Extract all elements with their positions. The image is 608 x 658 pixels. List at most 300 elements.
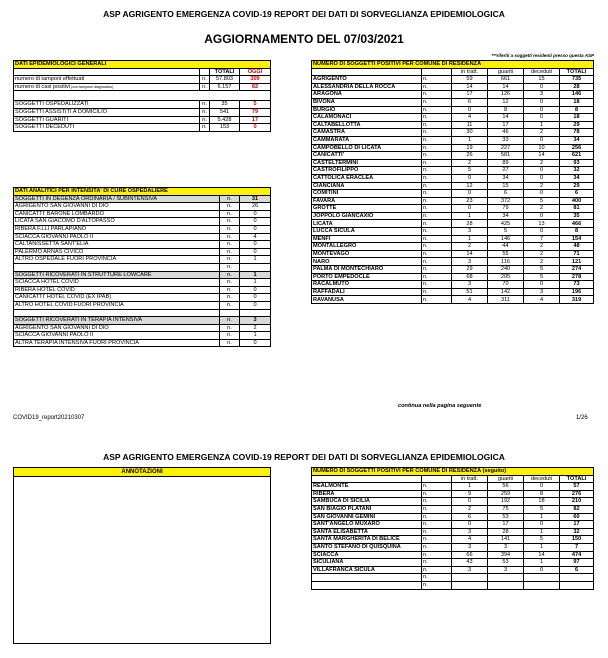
total-cell: 81 [560, 205, 594, 213]
total-cell: 256 [560, 144, 594, 152]
municipality-row [312, 243, 594, 251]
n-cell: n. [200, 124, 210, 132]
general-header-row [14, 68, 271, 76]
total-cell: 466 [560, 220, 594, 228]
today-cell: 309 [240, 76, 271, 84]
municipality-header-row [312, 68, 594, 76]
n-cell: n. [220, 271, 240, 279]
deceased-cell: 0 [524, 83, 560, 91]
municipality-name: COMITINI [312, 190, 422, 198]
municipality-row [312, 581, 594, 589]
today-cell: 17 [240, 116, 271, 124]
total-cell: 57 [560, 483, 594, 491]
value-cell: 0 [240, 339, 271, 347]
value-cell: 31 [240, 195, 271, 203]
n-cell: n. [422, 76, 452, 84]
municipality-name: CALTABELLOTTA [312, 121, 422, 129]
recovered-cell: 53 [488, 559, 524, 567]
municipality-name: SANT'ANGELO MUXARO [312, 521, 422, 529]
n-cell: n. [422, 243, 452, 251]
municipality-row [312, 513, 594, 521]
municipality-name: CATTOLICA ERACLEA [312, 174, 422, 182]
recovered-cell: 17 [488, 121, 524, 129]
in-treatment-cell: 68 [452, 273, 488, 281]
general-row [14, 83, 271, 91]
deceased-cell: 0 [524, 483, 560, 491]
municipality-row [312, 521, 594, 529]
municipality-row [312, 235, 594, 243]
report-header-title: ASP AGRIGENTO EMERGENZA COVID-19 REPORT DEI DATI DI SORVEGLIANZA EPIDEMIOLOGICA [103, 9, 505, 19]
recovered-cell [488, 581, 524, 589]
total-cell: 60 [560, 513, 594, 521]
total-cell: 48 [560, 243, 594, 251]
n-cell: n. [422, 106, 452, 114]
municipality-row [312, 281, 594, 289]
recovered-cell: 240 [488, 266, 524, 274]
municipality-row [312, 167, 594, 175]
in-treatment-cell: 2 [452, 159, 488, 167]
total-cell: 29 [560, 121, 594, 129]
value-cell: 1 [240, 256, 271, 264]
deceased-cell: 0 [524, 98, 560, 106]
municipality-title: NUMERO DI SOGGETTI POSITIVI PER COMUNE DI RESIDENZA [312, 61, 594, 69]
col-totali: TOTALI [210, 68, 240, 76]
municipality-name: RIBERA [312, 490, 422, 498]
hospital-label: AGRIGENTO SAN GIOVANNI DI DIO [14, 203, 220, 211]
recovered-cell: 5 [488, 228, 524, 236]
value-cell: 0 [240, 248, 271, 256]
n-cell: n. [220, 301, 240, 309]
in-treatment-cell: 43 [452, 559, 488, 567]
general-label: SOGGETTI DECEDUTI [14, 124, 200, 132]
in-treatment-cell: 3 [452, 258, 488, 266]
n-cell: n. [422, 136, 452, 144]
deceased-cell [524, 574, 560, 582]
municipality-row [312, 144, 594, 152]
deceased-cell: 14 [524, 551, 560, 559]
in-treatment-cell: 30 [452, 129, 488, 137]
municipality-row [312, 566, 594, 574]
n-cell: n. [220, 332, 240, 340]
general-label-note: (con tampone diagnostico) [70, 84, 114, 89]
total-cell: 150 [560, 536, 594, 544]
total-cell: 621 [560, 152, 594, 160]
total-cell: 71 [560, 250, 594, 258]
municipality-row [312, 182, 594, 190]
in-treatment-cell: 3 [452, 281, 488, 289]
recovered-cell: 28 [488, 528, 524, 536]
recovered-cell: 126 [488, 91, 524, 99]
municipality-table-continued [311, 467, 594, 590]
municipality-name: CIANCIANA [312, 182, 422, 190]
n-cell: n. [422, 513, 452, 521]
hospital-row [14, 309, 271, 317]
in-treatment-cell: 0 [452, 521, 488, 529]
general-label: numero di tamponi effettuati [14, 76, 200, 84]
municipality-name: SANTO STEFANO DI QUISQUINA [312, 543, 422, 551]
recovered-cell: 205 [488, 273, 524, 281]
hospital-label: PALERMO ARNAS CIVICO [14, 248, 220, 256]
hospital-label [14, 263, 220, 271]
value-cell: 0 [240, 286, 271, 294]
recovered-cell: 34 [488, 212, 524, 220]
total-cell: 6 [560, 190, 594, 198]
col-header: in tratt. [452, 68, 488, 76]
value-cell: 4 [240, 233, 271, 241]
n-cell: n. [422, 159, 452, 167]
municipality-name: ARAGONA [312, 91, 422, 99]
n-cell: n. [422, 258, 452, 266]
municipality-name: RACALMUTO [312, 281, 422, 289]
municipality-name: LUCCA SICULA [312, 228, 422, 236]
municipality-name: VILLAFRANCA SICULA [312, 566, 422, 574]
municipality-row [312, 83, 594, 91]
in-treatment-cell: 51 [452, 288, 488, 296]
n-cell: n. [220, 317, 240, 325]
n-cell: n. [422, 498, 452, 506]
n-cell: n. [422, 190, 452, 198]
value-cell: 1 [240, 332, 271, 340]
hospital-label: AGRIGENTO SAN GIOVANNI DI DIO [14, 324, 220, 332]
municipality-row [312, 205, 594, 213]
deceased-cell: 1 [524, 543, 560, 551]
general-title: DATI EPIDEMIOLOGICI GENERALI [14, 61, 271, 69]
col-header: deceduti [524, 475, 560, 483]
deceased-cell: 0 [524, 281, 560, 289]
today-cell: 82 [240, 83, 271, 91]
total-cell: 6.157 [210, 83, 240, 91]
total-cell: 32 [560, 167, 594, 175]
municipality-row [312, 483, 594, 491]
municipality-name: SAMBUCA DI SICILIA [312, 498, 422, 506]
hospital-label: RIBERA HOTEL COVID [14, 286, 220, 294]
recovered-cell: 394 [488, 551, 524, 559]
municipality-row [312, 551, 594, 559]
recovered-cell: 8 [488, 106, 524, 114]
deceased-cell: 0 [524, 106, 560, 114]
n-cell: n. [422, 483, 452, 491]
deceased-cell: 0 [524, 228, 560, 236]
hospital-row [14, 248, 271, 256]
n-cell: n. [422, 250, 452, 258]
municipality-row [312, 212, 594, 220]
n-cell: n. [422, 581, 452, 589]
hospital-label: CALTANISSETTA SANT'ELIA [14, 241, 220, 249]
deceased-cell: 5 [524, 536, 560, 544]
total-cell: 278 [560, 273, 594, 281]
in-treatment-cell: 1 [452, 235, 488, 243]
total-cell: 153 [210, 124, 240, 132]
deceased-cell: 2 [524, 250, 560, 258]
municipality-row [312, 91, 594, 99]
recovered-cell: 3 [488, 566, 524, 574]
general-label: SOGGETTI OSPEDALIZZATI [14, 101, 200, 109]
municipality-row [312, 76, 594, 84]
total-cell: 32 [560, 528, 594, 536]
municipality-name: AGRIGENTO [312, 76, 422, 84]
municipality-title-row [312, 61, 594, 69]
deceased-cell: 8 [524, 490, 560, 498]
municipality-row [312, 273, 594, 281]
municipality-row [312, 121, 594, 129]
deceased-cell: 1 [524, 528, 560, 536]
n-cell: n. [220, 210, 240, 218]
recovered-cell: 12 [488, 98, 524, 106]
recovered-cell: 192 [488, 498, 524, 506]
in-treatment-cell: 4 [452, 536, 488, 544]
municipality-header-row [312, 475, 594, 483]
in-treatment-cell: 23 [452, 197, 488, 205]
in-treatment-cell [452, 581, 488, 589]
n-cell: n. [200, 76, 210, 84]
municipality-row [312, 574, 594, 582]
in-treatment-cell: 4 [452, 296, 488, 304]
hospital-row [14, 263, 271, 271]
municipality-name: MENFI [312, 235, 422, 243]
recovered-cell: 6 [488, 190, 524, 198]
n-cell: n. [220, 279, 240, 287]
hospital-row [14, 324, 271, 332]
recovered-cell: 425 [488, 220, 524, 228]
total-cell: 210 [560, 498, 594, 506]
total-cell: 154 [560, 235, 594, 243]
deceased-cell: 14 [524, 152, 560, 160]
n-cell: n. [220, 218, 240, 226]
in-treatment-cell: 1 [452, 483, 488, 491]
hospital-label: ALTRA TERAPIA INTENSIVA FUORI PROVINCIA [14, 339, 220, 347]
blank-cell [312, 475, 422, 483]
hospital-row [14, 286, 271, 294]
hospital-label: ALTRO HOTEL COVID FUORI PROVINCIA [14, 301, 220, 309]
in-treatment-cell: 6 [452, 98, 488, 106]
total-cell: 18 [560, 114, 594, 122]
recovered-cell: 116 [488, 258, 524, 266]
municipality-name: JOPPOLO GIANCAXIO [312, 212, 422, 220]
col-header: TOTALI [560, 68, 594, 76]
municipality-name: SCIACCA [312, 551, 422, 559]
in-treatment-cell: 2 [452, 243, 488, 251]
n-cell: n. [422, 235, 452, 243]
in-treatment-cell: 29 [452, 266, 488, 274]
recovered-cell: 259 [488, 490, 524, 498]
municipality-row [312, 266, 594, 274]
hospital-label: SOGGETTI RICOVERATI IN STRUTTURE LOWCARE [14, 271, 220, 279]
in-treatment-cell: 2 [452, 505, 488, 513]
in-treatment-cell: 17 [452, 91, 488, 99]
municipality-name: BURGIO [312, 106, 422, 114]
municipality-name: PORTO EMPEDOCLE [312, 273, 422, 281]
municipality-name: BIVONA [312, 98, 422, 106]
total-cell: 7 [560, 543, 594, 551]
municipality-name: RAVANUSA [312, 296, 422, 304]
recovered-cell: 661 [488, 76, 524, 84]
deceased-cell: 2 [524, 182, 560, 190]
municipality-row [312, 197, 594, 205]
spacer-row [14, 91, 271, 101]
total-cell: 17 [560, 521, 594, 529]
deceased-cell: 2 [524, 243, 560, 251]
n-cell: n. [220, 195, 240, 203]
municipality-name: LICATA [312, 220, 422, 228]
municipality-row [312, 490, 594, 498]
total-cell: 6 [560, 566, 594, 574]
in-treatment-cell [452, 574, 488, 582]
total-cell [560, 581, 594, 589]
total-cell: 34 [560, 136, 594, 144]
col-header: TOTALI [560, 475, 594, 483]
in-treatment-cell: 3 [452, 566, 488, 574]
deceased-cell: 5 [524, 505, 560, 513]
hospital-row [14, 203, 271, 211]
value-cell: 0 [240, 294, 271, 302]
in-treatment-cell: 14 [452, 83, 488, 91]
general-label: SOGGETTI ASSISTITI A DOMICILIO [14, 108, 200, 116]
deceased-cell: 10 [524, 144, 560, 152]
total-cell: 735 [560, 76, 594, 84]
municipality-row [312, 288, 594, 296]
municipality-row [312, 258, 594, 266]
n-cell: n. [200, 108, 210, 116]
hospital-row [14, 225, 271, 233]
hospital-title: DATI ANALITICI PER INTENSITA' DI CURE OSPEDALIERE [14, 188, 271, 196]
recovered-cell: 227 [488, 144, 524, 152]
hospital-row [14, 256, 271, 264]
general-data-table [13, 60, 271, 132]
n-cell: n. [220, 225, 240, 233]
hospital-label: CANICATTI' HOTEL COVID (EX IPAB) [14, 294, 220, 302]
total-cell: 78 [560, 129, 594, 137]
recovered-cell: 79 [488, 205, 524, 213]
total-cell: 400 [560, 197, 594, 205]
n-cell: n. [220, 339, 240, 347]
recovered-cell [488, 574, 524, 582]
municipality-name [312, 581, 422, 589]
deceased-cell: 15 [524, 76, 560, 84]
n-cell: n. [422, 551, 452, 559]
recovered-cell: 33 [488, 136, 524, 144]
n-cell: n. [200, 101, 210, 109]
hospital-intensity-table [13, 187, 271, 347]
municipality-row [312, 136, 594, 144]
hospital-label [14, 309, 220, 317]
blank-cell [200, 68, 210, 76]
municipality-name: SICULIANA [312, 559, 422, 567]
hospital-label: SOGGETTI IN DEGENZA ORDINARIA / SUBINTENSIVA [14, 195, 220, 203]
in-treatment-cell: 6 [452, 513, 488, 521]
in-treatment-cell: 3 [452, 543, 488, 551]
value-cell: 1 [240, 279, 271, 287]
spacer [14, 91, 271, 101]
total-cell: 97 [560, 559, 594, 567]
municipality-row [312, 296, 594, 304]
update-date-title: AGGIORNAMENTO DEL 07/03/2021 [204, 32, 404, 46]
in-treatment-cell: 1 [452, 136, 488, 144]
n-cell: n. [422, 144, 452, 152]
col-header: deceduti [524, 68, 560, 76]
municipality-name: SANTA ELISABETTA [312, 528, 422, 536]
total-cell: 93 [560, 159, 594, 167]
municipality-row [312, 559, 594, 567]
n-cell: n. [422, 559, 452, 567]
in-treatment-cell: 12 [452, 182, 488, 190]
in-treatment-cell: 0 [452, 205, 488, 213]
municipality-name: SAN BIAGIO PLATANI [312, 505, 422, 513]
recovered-cell: 581 [488, 152, 524, 160]
n-cell: n. [422, 281, 452, 289]
general-row [14, 124, 271, 132]
total-cell: 274 [560, 266, 594, 274]
page-number: 1/26 [576, 415, 588, 421]
recovered-cell: 70 [488, 281, 524, 289]
hospital-row [14, 294, 271, 302]
n-cell: n. [422, 266, 452, 274]
value-cell: 26 [240, 203, 271, 211]
recovered-cell: 15 [488, 182, 524, 190]
recovered-cell: 14 [488, 83, 524, 91]
hospital-row [14, 317, 271, 325]
value-cell: 0 [240, 210, 271, 218]
recovered-cell: 89 [488, 159, 524, 167]
recovered-cell: 46 [488, 129, 524, 137]
hospital-label: LICATA SAN GIACOMO D'ALTOPASSO [14, 218, 220, 226]
annotations-box [13, 467, 271, 644]
hospital-label: RIBERA F.LLI PARLAPIANO [14, 225, 220, 233]
in-treatment-cell: 0 [452, 174, 488, 182]
hospital-title-row [14, 188, 271, 196]
in-treatment-cell: 5 [452, 167, 488, 175]
hospital-row [14, 279, 271, 287]
in-treatment-cell: 11 [452, 121, 488, 129]
general-row [14, 116, 271, 124]
n-cell: n. [422, 543, 452, 551]
municipality-name: MONTEVAGO [312, 250, 422, 258]
deceased-cell: 5 [524, 197, 560, 205]
value-cell: 3 [240, 317, 271, 325]
recovered-cell: 14 [488, 114, 524, 122]
municipality-name: RAFFADALI [312, 288, 422, 296]
n-cell: n. [422, 197, 452, 205]
recovered-cell: 27 [488, 167, 524, 175]
n-cell: n. [422, 212, 452, 220]
hospital-row [14, 301, 271, 309]
in-treatment-cell: 3 [452, 528, 488, 536]
municipality-name: GROTTE [312, 205, 422, 213]
col-header: guariti [488, 68, 524, 76]
recovered-cell: 3 [488, 543, 524, 551]
n-cell: n. [220, 203, 240, 211]
n-cell: n. [422, 273, 452, 281]
municipality-name: MONTALLEGRO [312, 243, 422, 251]
total-cell: 57.803 [210, 76, 240, 84]
n-cell: n. [422, 521, 452, 529]
deceased-cell: 2 [524, 129, 560, 137]
total-cell: 5.428 [210, 116, 240, 124]
municipality-row [312, 250, 594, 258]
deceased-cell: 0 [524, 136, 560, 144]
municipality-name: CASTELTERMINI [312, 159, 422, 167]
value-cell: 0 [240, 218, 271, 226]
municipality-name: SAN GIOVANNI GEMINI [312, 513, 422, 521]
total-cell: 73 [560, 281, 594, 289]
deceased-cell: 0 [524, 521, 560, 529]
blank-cell [14, 68, 200, 76]
n-cell: n. [422, 129, 452, 137]
total-cell: 8 [560, 228, 594, 236]
deceased-cell: 1 [524, 121, 560, 129]
total-cell [560, 574, 594, 582]
in-treatment-cell: 59 [452, 76, 488, 84]
hospital-row [14, 210, 271, 218]
